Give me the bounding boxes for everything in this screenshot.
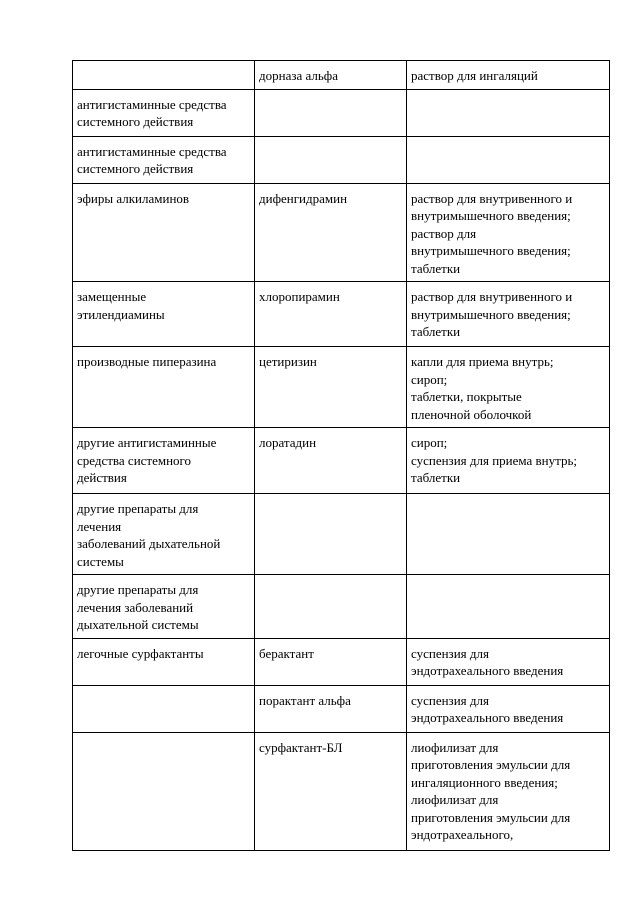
atc-group-cell: [73, 183, 255, 282]
drug-name-cell: [255, 428, 407, 494]
dosage-form-cell: [407, 685, 610, 732]
cell-text-line: другие препараты для: [77, 582, 199, 597]
cell-text-line: лиофилизат для: [411, 739, 499, 755]
cell-text-line: порактант альфа: [259, 692, 351, 708]
cell-text-line: дорназа альфа: [259, 68, 338, 83]
atc-group-cell: [73, 61, 255, 90]
dosage-form-cell: [407, 732, 610, 850]
cell-text-line: легочные сурфактанты: [77, 645, 204, 661]
cell-text-line: антигистаминные средства: [77, 143, 227, 159]
cell-text-line: таблетки, покрытые: [411, 389, 522, 404]
cell-text-line: суспензия для: [411, 645, 489, 661]
dosage-form-cell: [407, 282, 610, 347]
cell-text-line: таблетки: [411, 260, 461, 276]
table-body: [73, 61, 610, 851]
cell-text-line: системы: [77, 553, 124, 569]
dosage-form-cell: [407, 89, 610, 136]
drug-name-cell: [255, 494, 407, 575]
cell-text-line: внутримышечного введения;: [411, 306, 571, 322]
cell-text-line: приготовления эмульсии для: [411, 757, 571, 772]
cell-text-line: дифенгидрамин: [259, 190, 348, 206]
drug-name-cell: [255, 183, 407, 282]
table-row: [73, 89, 610, 136]
cell-text-line: раствор для внутривенного и: [411, 190, 573, 206]
drug-name-cell: [255, 638, 407, 685]
cell-text-line: лоратадин: [259, 435, 317, 450]
table-row: [73, 732, 610, 850]
cell-text-line: эндотрахеального,: [411, 827, 514, 842]
atc-group-cell: [73, 428, 255, 494]
drug-classification-table: [72, 60, 610, 851]
cell-text-line: эфиры алкиламинов: [77, 190, 190, 206]
dosage-form-cell: [407, 428, 610, 494]
atc-group-cell: [73, 732, 255, 850]
cell-text-line: другие препараты для: [77, 501, 199, 516]
cell-text-line: берактант: [259, 645, 314, 661]
cell-text-line: действия: [77, 470, 127, 485]
cell-text-line: внутримышечного введения;: [411, 208, 571, 223]
cell-text-line: суспензия для: [411, 692, 489, 708]
drug-name-cell: [255, 347, 407, 428]
dosage-form-cell: [407, 347, 610, 428]
cell-text-line: этилендиамины: [77, 306, 165, 322]
atc-group-cell: [73, 494, 255, 575]
atc-group-cell: [73, 136, 255, 183]
table-row: [73, 347, 610, 428]
cell-text-line: сироп;: [411, 435, 448, 450]
cell-text-line: лиофилизат для: [411, 792, 499, 807]
cell-text-line: раствор для ингаляций: [411, 68, 538, 83]
table-row: [73, 638, 610, 685]
cell-text-line: ингаляционного введения;: [411, 774, 558, 790]
dosage-form-cell: [407, 61, 610, 90]
dosage-form-cell: [407, 638, 610, 685]
cell-text-line: раствор для: [411, 225, 477, 241]
cell-text-line: лечения: [77, 518, 122, 534]
table-row: [73, 685, 610, 732]
cell-text-line: эндотрахеального введения: [411, 663, 564, 678]
atc-group-cell: [73, 638, 255, 685]
cell-text-line: замещенные: [77, 289, 147, 304]
cell-text-line: системного действия: [77, 114, 194, 129]
table-row: [73, 428, 610, 494]
cell-text-line: капли для приема внутрь;: [411, 354, 554, 369]
cell-text-line: суспензия для приема внутрь;: [411, 452, 578, 468]
cell-text-line: таблетки: [411, 324, 461, 339]
drug-name-cell: [255, 732, 407, 850]
cell-text-line: дыхательной системы: [77, 617, 199, 632]
cell-text-line: средства системного: [77, 452, 192, 468]
table-row: [73, 282, 610, 347]
drug-name-cell: [255, 282, 407, 347]
table-row: [73, 136, 610, 183]
atc-group-cell: [73, 347, 255, 428]
cell-text-line: системного действия: [77, 161, 194, 176]
cell-text-line: хлоропирамин: [259, 289, 340, 304]
drug-name-cell: [255, 136, 407, 183]
cell-text-line: сироп;: [411, 371, 448, 387]
cell-text-line: раствор для внутривенного и: [411, 289, 573, 304]
cell-text-line: пленочной оболочкой: [411, 406, 532, 422]
cell-text-line: антигистаминные средства: [77, 96, 227, 112]
drug-name-cell: [255, 685, 407, 732]
table-row: [73, 61, 610, 90]
cell-text-line: цетиризин: [259, 354, 317, 369]
cell-text-line: эндотрахеального введения: [411, 710, 564, 725]
atc-group-cell: [73, 685, 255, 732]
drug-name-cell: [255, 61, 407, 90]
cell-text-line: таблетки: [411, 470, 461, 485]
cell-text-line: сурфактант-БЛ: [259, 739, 343, 755]
cell-text-line: заболеваний дыхательной: [77, 536, 221, 551]
dosage-form-cell: [407, 183, 610, 282]
cell-text-line: лечения заболеваний: [77, 599, 194, 615]
table-row: [73, 575, 610, 639]
cell-text-line: другие антигистаминные: [77, 435, 217, 450]
dosage-form-cell: [407, 494, 610, 575]
cell-text-line: производные пиперазина: [77, 354, 217, 369]
drug-name-cell: [255, 89, 407, 136]
cell-text-line: внутримышечного введения;: [411, 243, 571, 258]
atc-group-cell: [73, 89, 255, 136]
atc-group-cell: [73, 575, 255, 639]
dosage-form-cell: [407, 136, 610, 183]
table-row: [73, 494, 610, 575]
atc-group-cell: [73, 282, 255, 347]
table-row: [73, 183, 610, 282]
dosage-form-cell: [407, 575, 610, 639]
drug-name-cell: [255, 575, 407, 639]
cell-text-line: приготовления эмульсии для: [411, 809, 571, 825]
